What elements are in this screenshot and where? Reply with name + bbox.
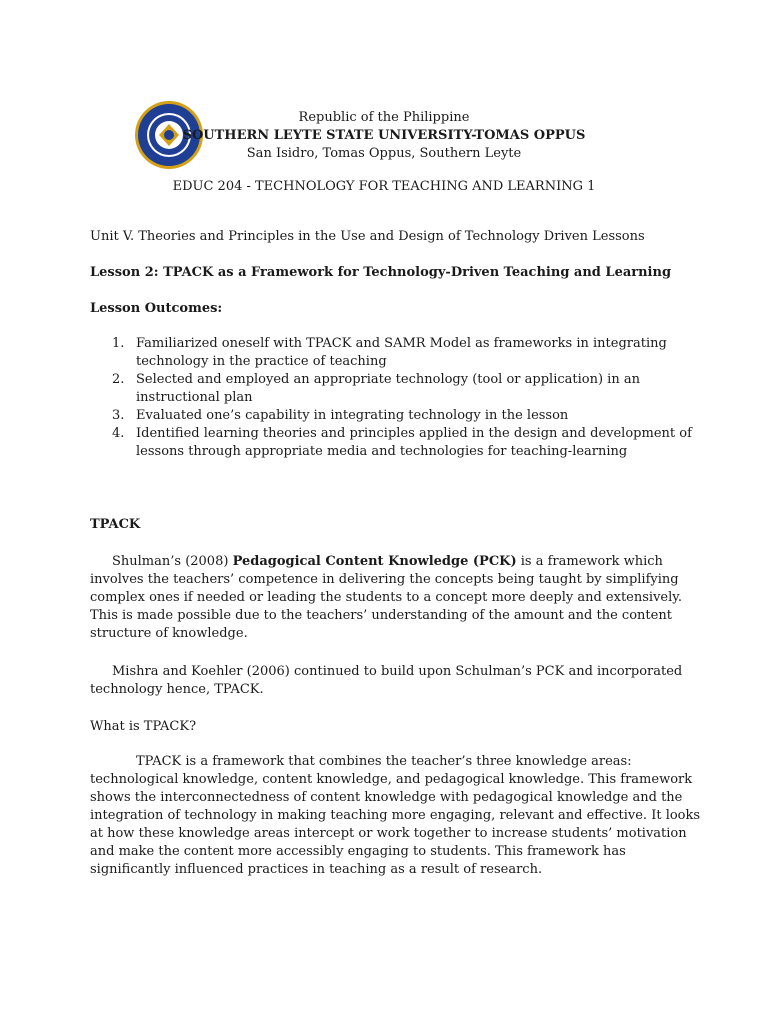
paragraph-tpack-definition: TPACK is a framework that combines the teacher’s three knowledge areas: technological knowledge, content knowledge, and pedagogical knowledge. This framework shows the interconnectedness of content knowledge with pedagogical knowledge and the integration of technology in making teaching more engaging, relevant and effective. It looks at how these knowledge areas intercept or work together to increase students’ motivation and make the content more accessibly engaging to students. This framework has significantly influenced practices in teaching as a result of research. xyxy=(90,754,701,877)
header-university: SOUTHERN LEYTE STATE UNIVERSITY-TOMAS OPPUS xyxy=(182,128,586,143)
list-item: 4. Identified learning theories and principles applied in the design and development of lessons through appropriate media and technologies for teaching-learning xyxy=(112,426,692,459)
unit-title: Unit V. Theories and Principles in the Use and Design of Technology Driven Lessons xyxy=(90,229,645,244)
paragraph-mishra: Mishra and Koehler (2006) continued to build upon Schulman’s PCK and incorporated technology hence, TPACK. xyxy=(90,664,683,697)
header-republic: Republic of the Philippine xyxy=(298,110,470,125)
outcomes-heading: Lesson Outcomes: xyxy=(90,301,223,316)
pck-term: Pedagogical Content Knowledge (PCK) xyxy=(232,554,517,569)
list-item: 2. Selected and employed an appropriate technology (tool or application) in an instructional plan xyxy=(112,372,640,405)
paragraph-pck: Shulman’s (2008) Pedagogical Content Knowledge (PCK) is a framework which involves the teachers’ competence in delivering the concepts being taught by simplifying complex ones if needed or leading the students to a concept more deeply and extensively. This is made possible due to the teachers’ understanding of the amount and the content structure of knowledge. xyxy=(90,553,690,643)
header-address: San Isidro, Tomas Oppus, Southern Leyte xyxy=(246,146,522,161)
list-item: 3. Evaluated one’s capability in integrating technology in the lesson xyxy=(112,408,569,423)
course-title: EDUC 204 - TECHNOLOGY FOR TEACHING AND LEARNING 1 xyxy=(172,179,596,194)
outcomes-list xyxy=(90,335,690,461)
list-item: 1. Familiarized oneself with TPACK and SAMR Model as frameworks in integrating technology in the practice of teaching xyxy=(112,336,667,369)
lesson-title: Lesson 2: TPACK as a Framework for Technology-Driven Teaching and Learning xyxy=(90,265,672,280)
paragraph-pck-first-line: Shulman’s (2008) Pedagogical Content Knowledge (PCK) is a framework which xyxy=(112,554,663,569)
what-heading: What is TPACK? xyxy=(90,719,197,734)
tpack-heading: TPACK xyxy=(90,517,141,532)
